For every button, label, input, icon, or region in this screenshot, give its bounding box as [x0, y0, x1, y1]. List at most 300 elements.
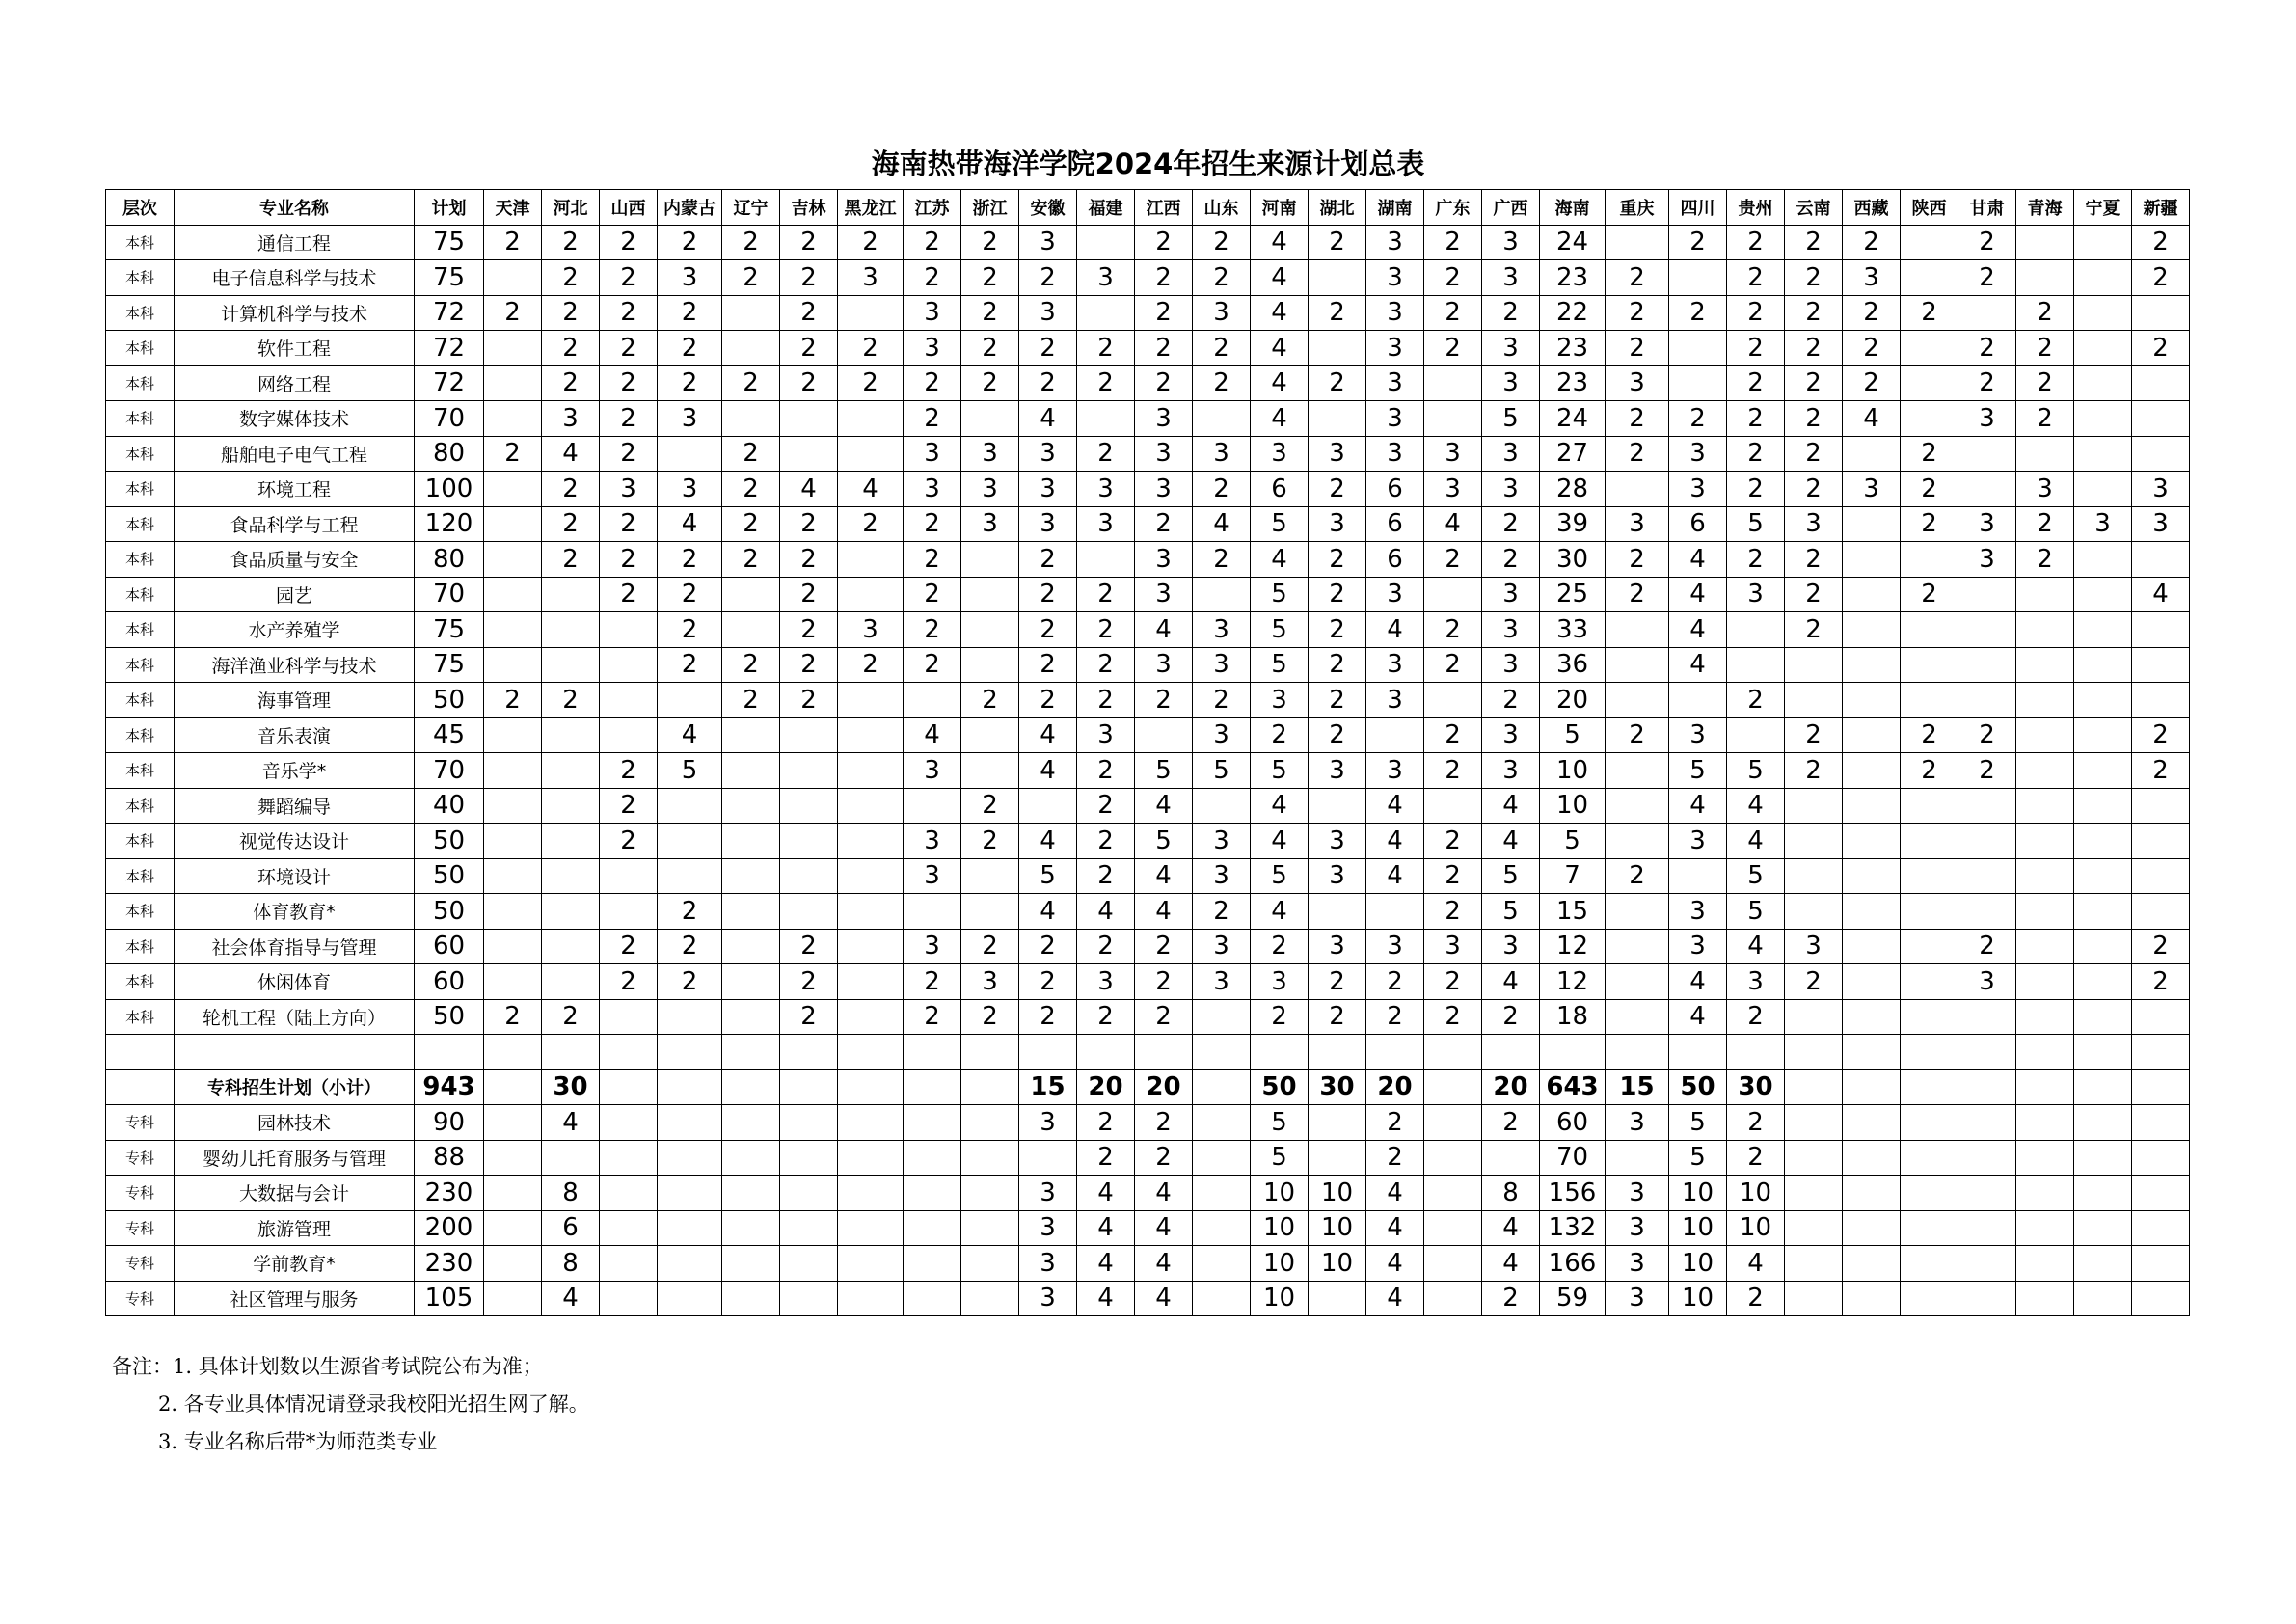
province-quota-cell: 3	[2074, 506, 2132, 542]
province-quota-cell	[1901, 964, 1958, 1000]
province-quota-cell	[658, 999, 722, 1035]
province-quota-cell: 4	[1135, 894, 1193, 930]
province-quota-cell: 2	[1727, 1140, 1785, 1176]
province-quota-cell: 10	[1540, 753, 1606, 789]
province-quota-cell	[780, 824, 838, 859]
province-quota-cell: 3	[1193, 929, 1251, 964]
province-quota-cell: 4	[1077, 1176, 1135, 1211]
province-quota-cell: 4	[542, 1105, 600, 1141]
table-row	[106, 295, 2190, 331]
province-quota-cell	[1193, 1035, 1251, 1070]
province-quota-cell	[1309, 1105, 1366, 1141]
plan-total-cell: 50	[415, 894, 484, 930]
column-header: 新疆	[2132, 190, 2190, 226]
province-quota-cell: 2	[780, 331, 838, 366]
province-quota-cell	[484, 612, 542, 648]
major-name-cell: 大数据与会计	[175, 1176, 415, 1211]
province-quota-cell: 2	[838, 331, 904, 366]
province-quota-cell: 2	[1251, 717, 1309, 753]
province-quota-cell	[1669, 260, 1727, 296]
province-quota-cell: 2	[1901, 472, 1958, 507]
province-quota-cell	[1843, 1176, 1901, 1211]
province-quota-cell	[542, 894, 600, 930]
province-quota-cell: 2	[1901, 295, 1958, 331]
province-quota-cell	[722, 824, 780, 859]
province-quota-cell: 2	[1727, 683, 1785, 718]
province-quota-cell	[1424, 1176, 1482, 1211]
province-quota-cell: 2	[658, 647, 722, 683]
province-quota-cell: 8	[542, 1176, 600, 1211]
column-header: 宁夏	[2074, 190, 2132, 226]
level-cell: 专科	[106, 1176, 175, 1211]
province-quota-cell: 2	[1135, 1140, 1193, 1176]
province-quota-cell: 2	[838, 225, 904, 260]
province-quota-cell	[1901, 1069, 1958, 1105]
plan-total-cell: 50	[415, 999, 484, 1035]
province-quota-cell	[1785, 1176, 1843, 1211]
province-quota-cell	[1843, 999, 1901, 1035]
province-quota-cell	[2016, 999, 2074, 1035]
province-quota-cell: 3	[1251, 683, 1309, 718]
province-quota-cell: 2	[961, 225, 1019, 260]
province-quota-cell: 4	[1019, 717, 1077, 753]
province-quota-cell	[838, 753, 904, 789]
province-quota-cell	[1958, 1246, 2016, 1282]
province-quota-cell: 2	[961, 999, 1019, 1035]
level-cell: 本科	[106, 788, 175, 824]
province-quota-cell	[722, 331, 780, 366]
province-quota-cell	[961, 894, 1019, 930]
province-quota-cell	[600, 858, 658, 894]
province-quota-cell: 2	[1843, 331, 1901, 366]
province-quota-cell: 3	[1135, 577, 1193, 612]
province-quota-cell: 4	[1135, 612, 1193, 648]
province-quota-cell	[1606, 964, 1669, 1000]
province-quota-cell	[961, 753, 1019, 789]
province-quota-cell: 10	[1251, 1246, 1309, 1282]
province-quota-cell	[1785, 894, 1843, 930]
province-quota-cell	[1193, 1281, 1251, 1316]
province-quota-cell	[2132, 401, 2190, 437]
province-quota-cell: 4	[1251, 331, 1309, 366]
province-quota-cell: 3	[1482, 472, 1540, 507]
province-quota-cell: 2	[1727, 365, 1785, 401]
province-quota-cell: 10	[1540, 788, 1606, 824]
level-cell	[106, 1035, 175, 1070]
level-cell: 本科	[106, 365, 175, 401]
province-quota-cell: 4	[1251, 894, 1309, 930]
province-quota-cell	[2074, 683, 2132, 718]
province-quota-cell: 2	[838, 365, 904, 401]
province-quota-cell: 2	[600, 929, 658, 964]
province-quota-cell	[2016, 1176, 2074, 1211]
province-quota-cell: 2	[1785, 577, 1843, 612]
province-quota-cell	[1606, 788, 1669, 824]
province-quota-cell: 2	[1309, 365, 1366, 401]
table-row	[106, 365, 2190, 401]
province-quota-cell: 2	[1424, 225, 1482, 260]
province-quota-cell: 3	[1135, 542, 1193, 578]
province-quota-cell: 4	[1482, 788, 1540, 824]
province-quota-cell	[1727, 717, 1785, 753]
province-quota-cell: 2	[1019, 929, 1077, 964]
province-quota-cell: 4	[542, 436, 600, 472]
province-quota-cell	[838, 1105, 904, 1141]
province-quota-cell	[1785, 1281, 1843, 1316]
province-quota-cell: 2	[1901, 753, 1958, 789]
province-quota-cell: 2	[1958, 365, 2016, 401]
major-name-cell: 体育教育*	[175, 894, 415, 930]
table-row	[106, 436, 2190, 472]
province-quota-cell: 2	[1482, 999, 1540, 1035]
province-quota-cell	[838, 717, 904, 753]
major-name-cell: 环境工程	[175, 472, 415, 507]
province-quota-cell: 3	[1366, 295, 1424, 331]
province-quota-cell: 2	[780, 647, 838, 683]
level-cell: 本科	[106, 999, 175, 1035]
table-row	[106, 1281, 2190, 1316]
province-quota-cell: 2	[1077, 647, 1135, 683]
province-quota-cell	[1843, 964, 1901, 1000]
province-quota-cell	[1901, 894, 1958, 930]
province-quota-cell	[722, 1140, 780, 1176]
remark-line-2: 2. 各专业具体情况请登录我校阳光招生网了解。	[158, 1393, 589, 1416]
province-quota-cell: 2	[658, 225, 722, 260]
province-quota-cell: 10	[1669, 1246, 1727, 1282]
province-quota-cell	[1606, 683, 1669, 718]
province-quota-cell: 4	[1135, 1281, 1193, 1316]
province-quota-cell: 2	[658, 894, 722, 930]
table-row	[106, 717, 2190, 753]
province-quota-cell: 15	[1606, 1069, 1669, 1105]
province-quota-cell: 3	[1785, 506, 1843, 542]
province-quota-cell: 4	[904, 717, 961, 753]
province-quota-cell	[2074, 472, 2132, 507]
province-quota-cell	[838, 1210, 904, 1246]
province-quota-cell	[1606, 1035, 1669, 1070]
province-quota-cell: 2	[600, 577, 658, 612]
table-row	[106, 824, 2190, 859]
plan-total-cell: 200	[415, 1210, 484, 1246]
province-quota-cell	[2016, 824, 2074, 859]
province-quota-cell: 4	[1669, 647, 1727, 683]
province-quota-cell	[1958, 683, 2016, 718]
column-header: 广西	[1482, 190, 1540, 226]
remark-line-3: 3. 专业名称后带*为师范类专业	[158, 1430, 438, 1453]
province-quota-cell: 4	[1366, 1281, 1424, 1316]
province-quota-cell	[722, 577, 780, 612]
level-cell: 本科	[106, 717, 175, 753]
province-quota-cell	[1606, 472, 1669, 507]
province-quota-cell: 4	[1366, 1176, 1424, 1211]
province-quota-cell	[2074, 647, 2132, 683]
plan-total-cell	[415, 1035, 484, 1070]
province-quota-cell: 2	[1606, 295, 1669, 331]
province-quota-cell	[1901, 1035, 1958, 1070]
province-quota-cell: 2	[1366, 964, 1424, 1000]
province-quota-cell: 2	[1606, 542, 1669, 578]
column-header: 贵州	[1727, 190, 1785, 226]
province-quota-cell	[542, 964, 600, 1000]
province-quota-cell: 4	[1019, 401, 1077, 437]
major-name-cell: 食品科学与工程	[175, 506, 415, 542]
table-row	[106, 472, 2190, 507]
province-quota-cell	[780, 1176, 838, 1211]
province-quota-cell	[484, 1246, 542, 1282]
province-quota-cell	[484, 1281, 542, 1316]
province-quota-cell: 3	[1366, 647, 1424, 683]
province-quota-cell	[600, 1176, 658, 1211]
plan-total-cell: 80	[415, 542, 484, 578]
province-quota-cell: 3	[1193, 647, 1251, 683]
province-quota-cell: 2	[961, 365, 1019, 401]
province-quota-cell: 2	[2132, 331, 2190, 366]
province-quota-cell: 2	[542, 225, 600, 260]
province-quota-cell: 3	[1606, 1105, 1669, 1141]
province-quota-cell: 2	[1958, 717, 2016, 753]
province-quota-cell: 2	[600, 788, 658, 824]
province-quota-cell	[1843, 824, 1901, 859]
province-quota-cell: 2	[600, 824, 658, 859]
province-quota-cell	[1424, 1281, 1482, 1316]
province-quota-cell	[1901, 1281, 1958, 1316]
plan-total-cell: 100	[415, 472, 484, 507]
province-quota-cell	[2074, 436, 2132, 472]
province-quota-cell: 4	[1019, 753, 1077, 789]
province-quota-cell	[1606, 1140, 1669, 1176]
column-header: 计划	[415, 190, 484, 226]
major-name-cell: 旅游管理	[175, 1210, 415, 1246]
province-quota-cell	[961, 612, 1019, 648]
province-quota-cell	[2132, 894, 2190, 930]
province-quota-cell	[1958, 894, 2016, 930]
province-quota-cell: 10	[1727, 1210, 1785, 1246]
province-quota-cell	[484, 1140, 542, 1176]
province-quota-cell: 3	[1077, 506, 1135, 542]
province-quota-cell	[600, 647, 658, 683]
province-quota-cell	[780, 401, 838, 437]
column-header: 山西	[600, 190, 658, 226]
column-header: 江苏	[904, 190, 961, 226]
province-quota-cell	[1958, 1176, 2016, 1211]
province-quota-cell: 3	[1482, 225, 1540, 260]
province-quota-cell: 3	[1019, 295, 1077, 331]
province-quota-cell: 2	[838, 506, 904, 542]
province-quota-cell	[1785, 999, 1843, 1035]
table-row	[106, 753, 2190, 789]
province-quota-cell	[1958, 1035, 2016, 1070]
province-quota-cell	[722, 1105, 780, 1141]
province-quota-cell	[2074, 1069, 2132, 1105]
province-quota-cell: 2	[722, 225, 780, 260]
major-name-cell	[175, 1035, 415, 1070]
province-quota-cell: 2	[1424, 753, 1482, 789]
province-quota-cell	[2074, 894, 2132, 930]
province-quota-cell	[1958, 999, 2016, 1035]
province-quota-cell	[2132, 1246, 2190, 1282]
province-quota-cell	[780, 436, 838, 472]
province-quota-cell: 2	[658, 331, 722, 366]
table-row	[106, 577, 2190, 612]
table-row	[106, 1140, 2190, 1176]
province-quota-cell: 2	[2016, 295, 2074, 331]
province-quota-cell: 2	[1606, 577, 1669, 612]
province-quota-cell	[542, 647, 600, 683]
province-quota-cell	[1901, 999, 1958, 1035]
province-quota-cell: 3	[961, 436, 1019, 472]
province-quota-cell: 10	[1251, 1281, 1309, 1316]
province-quota-cell: 2	[484, 683, 542, 718]
level-cell: 本科	[106, 506, 175, 542]
major-name-cell: 软件工程	[175, 331, 415, 366]
plan-total-cell: 943	[415, 1069, 484, 1105]
table-row	[106, 647, 2190, 683]
province-quota-cell	[658, 1246, 722, 1282]
province-quota-cell	[2074, 1281, 2132, 1316]
province-quota-cell	[2132, 436, 2190, 472]
province-quota-cell: 2	[1669, 401, 1727, 437]
province-quota-cell: 2	[1309, 612, 1366, 648]
province-quota-cell	[484, 260, 542, 296]
province-quota-cell: 4	[1251, 260, 1309, 296]
province-quota-cell: 2	[1193, 260, 1251, 296]
province-quota-cell	[542, 824, 600, 859]
province-quota-cell: 10	[1309, 1210, 1366, 1246]
province-quota-cell: 4	[1482, 964, 1540, 1000]
province-quota-cell	[600, 1035, 658, 1070]
province-quota-cell: 5	[1019, 858, 1077, 894]
province-quota-cell	[658, 1105, 722, 1141]
province-quota-cell: 2	[1251, 999, 1309, 1035]
province-quota-cell	[484, 1105, 542, 1141]
province-quota-cell: 2	[658, 929, 722, 964]
province-quota-cell: 2	[658, 612, 722, 648]
province-quota-cell	[484, 647, 542, 683]
province-quota-cell	[904, 894, 961, 930]
province-quota-cell	[1366, 717, 1424, 753]
province-quota-cell: 2	[961, 788, 1019, 824]
province-quota-cell: 2	[1309, 999, 1366, 1035]
province-quota-cell	[658, 1281, 722, 1316]
province-quota-cell: 156	[1540, 1176, 1606, 1211]
province-quota-cell: 2	[1019, 365, 1077, 401]
province-quota-cell: 3	[1785, 929, 1843, 964]
province-quota-cell: 5	[1251, 506, 1309, 542]
province-quota-cell: 2	[1019, 542, 1077, 578]
province-quota-cell	[1843, 542, 1901, 578]
column-header: 湖南	[1366, 190, 1424, 226]
province-quota-cell	[1958, 472, 2016, 507]
province-quota-cell: 3	[1251, 964, 1309, 1000]
province-quota-cell	[542, 788, 600, 824]
province-quota-cell	[961, 1140, 1019, 1176]
province-quota-cell: 2	[542, 542, 600, 578]
province-quota-cell: 2	[2016, 365, 2074, 401]
province-quota-cell	[1958, 1281, 2016, 1316]
province-quota-cell: 50	[1251, 1069, 1309, 1105]
province-quota-cell	[838, 929, 904, 964]
major-name-cell: 计算机科学与技术	[175, 295, 415, 331]
province-quota-cell: 70	[1540, 1140, 1606, 1176]
province-quota-cell	[780, 788, 838, 824]
province-quota-cell	[1901, 788, 1958, 824]
province-quota-cell: 2	[780, 612, 838, 648]
province-quota-cell	[722, 999, 780, 1035]
province-quota-cell: 2	[484, 295, 542, 331]
plan-total-cell: 70	[415, 401, 484, 437]
province-quota-cell	[961, 401, 1019, 437]
province-quota-cell: 3	[600, 472, 658, 507]
province-quota-cell: 3	[904, 472, 961, 507]
province-quota-cell: 5	[1251, 1140, 1309, 1176]
column-header: 福建	[1077, 190, 1135, 226]
plan-total-cell: 75	[415, 647, 484, 683]
province-quota-cell: 4	[1019, 824, 1077, 859]
column-header: 云南	[1785, 190, 1843, 226]
province-quota-cell	[838, 1246, 904, 1282]
province-quota-cell: 4	[1669, 542, 1727, 578]
major-name-cell: 海洋渔业科学与技术	[175, 647, 415, 683]
province-quota-cell: 2	[2016, 506, 2074, 542]
province-quota-cell: 33	[1540, 612, 1606, 648]
province-quota-cell	[2132, 295, 2190, 331]
province-quota-cell: 2	[1958, 753, 2016, 789]
province-quota-cell: 3	[1019, 1246, 1077, 1282]
province-quota-cell	[1843, 683, 1901, 718]
province-quota-cell: 23	[1540, 260, 1606, 296]
province-quota-cell	[1901, 929, 1958, 964]
column-header: 安徽	[1019, 190, 1077, 226]
province-quota-cell: 2	[1077, 612, 1135, 648]
province-quota-cell: 2	[1193, 331, 1251, 366]
province-quota-cell: 3	[1482, 717, 1540, 753]
province-quota-cell: 2	[1727, 472, 1785, 507]
province-quota-cell: 4	[2132, 577, 2190, 612]
province-quota-cell	[1309, 894, 1366, 930]
province-quota-cell: 3	[1193, 295, 1251, 331]
province-quota-cell: 2	[1309, 647, 1366, 683]
province-quota-cell: 20	[1540, 683, 1606, 718]
province-quota-cell: 5	[1251, 858, 1309, 894]
province-quota-cell: 2	[1077, 331, 1135, 366]
province-quota-cell	[484, 1069, 542, 1105]
column-header: 海南	[1540, 190, 1606, 226]
province-quota-cell	[1424, 683, 1482, 718]
province-quota-cell: 4	[1366, 788, 1424, 824]
column-header: 黑龙江	[838, 190, 904, 226]
province-quota-cell: 4	[658, 506, 722, 542]
province-quota-cell: 2	[904, 612, 961, 648]
province-quota-cell	[904, 683, 961, 718]
province-quota-cell	[1785, 1140, 1843, 1176]
province-quota-cell	[838, 1140, 904, 1176]
province-quota-cell: 4	[1843, 401, 1901, 437]
province-quota-cell: 3	[1366, 331, 1424, 366]
province-quota-cell: 643	[1540, 1069, 1606, 1105]
province-quota-cell	[600, 1210, 658, 1246]
province-quota-cell: 4	[1135, 1210, 1193, 1246]
province-quota-cell	[780, 753, 838, 789]
province-quota-cell: 3	[1309, 506, 1366, 542]
province-quota-cell: 2	[658, 964, 722, 1000]
province-quota-cell: 3	[1669, 436, 1727, 472]
province-quota-cell: 4	[1482, 824, 1540, 859]
province-quota-cell: 6	[1669, 506, 1727, 542]
province-quota-cell: 2	[1843, 365, 1901, 401]
province-quota-cell: 2	[1019, 999, 1077, 1035]
province-quota-cell	[658, 824, 722, 859]
province-quota-cell	[2074, 858, 2132, 894]
